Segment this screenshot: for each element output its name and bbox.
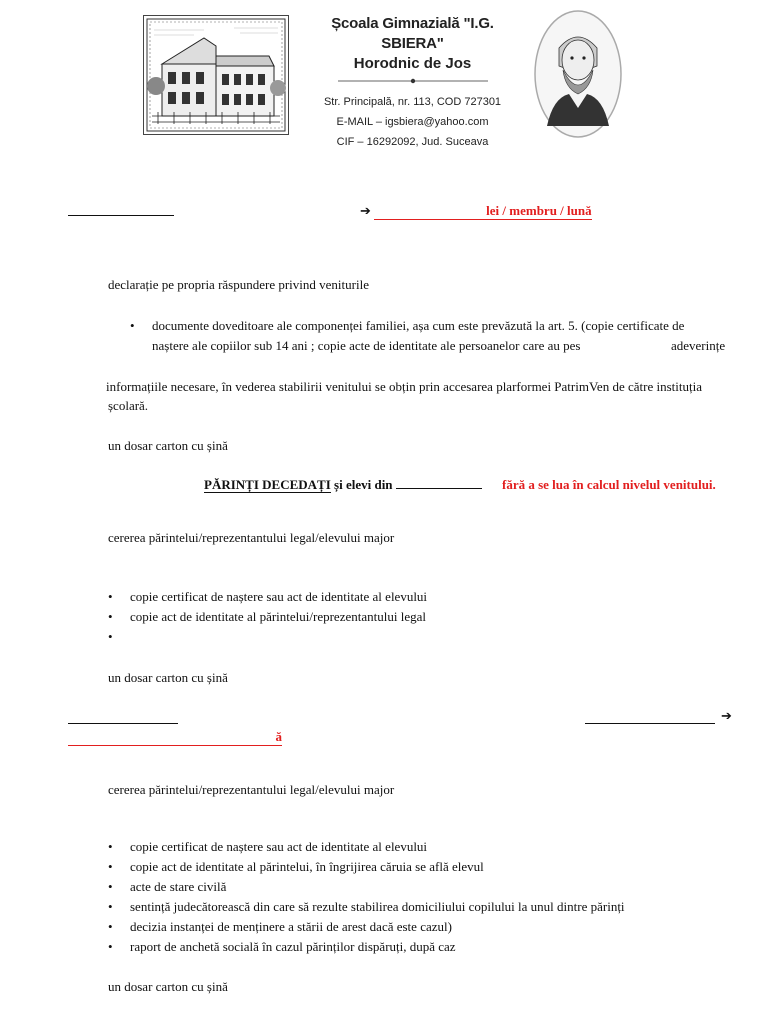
- red-blank-suffix: ă: [68, 728, 282, 746]
- amount-line: [360, 202, 592, 220]
- arrow-right-icon: ➔: [360, 203, 371, 218]
- section2-heading: [204, 476, 482, 493]
- dosar-text-3: un dosar carton cu șină: [108, 979, 228, 994]
- school-address: Str. Principală, nr. 113, COD 727301: [323, 96, 502, 108]
- cerere-text-2: cererea părintelui/reprezentantului legal/elevului major: [108, 782, 395, 797]
- info-line-2: școlară.: [108, 398, 149, 413]
- amount-per-member: lei / membru / lună: [374, 202, 591, 220]
- blank-line-3: [585, 710, 715, 724]
- school-name: Școala Gimnazială "I.G. SBIERA": [331, 15, 494, 52]
- arrow-right-icon: ➔: [721, 708, 732, 723]
- list-item: •: [108, 629, 113, 644]
- blank-line-1: [68, 202, 174, 216]
- heading-deceased-parents: PĂRINȚI DECEDAȚI: [204, 477, 331, 492]
- school-location: Horodnic de Jos: [353, 55, 472, 72]
- school-cif: CIF – 16292092, Jud. Suceava: [336, 136, 489, 148]
- school-header: [300, 14, 525, 152]
- heading-blank: [396, 476, 482, 489]
- heading-mid: și elevi din: [330, 477, 396, 492]
- list-item: • copie act de identitate al părintelui, în îngrijirea căruia se află elevul: [108, 859, 484, 874]
- list-item: • raport de anchetă socială în cazul părinților dispăruți, după caz: [108, 939, 456, 954]
- dosar-text-2: un dosar carton cu șină: [108, 670, 228, 685]
- ornament-divider: [338, 77, 488, 85]
- list-item: • decizia instanței de menținere a stării de arest dacă este cazul): [108, 919, 452, 934]
- declaration-text: declarație pe propria răspundere privind veniturile: [108, 277, 369, 292]
- heading-red-note: fără a se lua în calcul nivelul venitului.: [502, 477, 716, 492]
- info-line-1: informațiile necesare, în vederea stabilirii venitului se obțin prin accesarea plarformei PatrimVen de către instituția: [106, 379, 702, 394]
- blank-line-2: [68, 710, 178, 724]
- bullet-dot: •: [130, 318, 135, 333]
- list-item: • copie act de identitate al părintelui/reprezentantului legal: [108, 609, 426, 624]
- documents-line-1: documente doveditoare ale componenței familiei, așa cum este prevăzută la art. 5. (copie certificate de: [152, 318, 685, 333]
- list-item: • sentință judecătorească din care să rezulte stabilirea domiciliului copilului la unul dintre părinți: [108, 899, 625, 914]
- school-email: E-MAIL – igsbiera@yahoo.com: [336, 116, 489, 128]
- school-building-image: [143, 15, 289, 135]
- list-item: • copie certificat de naștere sau act de identitate al elevului: [108, 589, 428, 604]
- documents-line-2: naștere ale copiilor sub 14 ani ; copie acte de identitate ale persoanelor care au pes: [152, 338, 581, 353]
- list-item: • acte de stare civilă: [108, 879, 227, 894]
- dosar-text-1: un dosar carton cu șină: [108, 438, 228, 453]
- cerere-text-1: cererea părintelui/reprezentantului legal/elevului major: [108, 530, 395, 545]
- documents-line-2-end: adeverințe: [671, 338, 726, 353]
- list-item: • copie certificat de naștere sau act de identitate al elevului: [108, 839, 428, 854]
- ig-sbiera-portrait: [533, 8, 623, 140]
